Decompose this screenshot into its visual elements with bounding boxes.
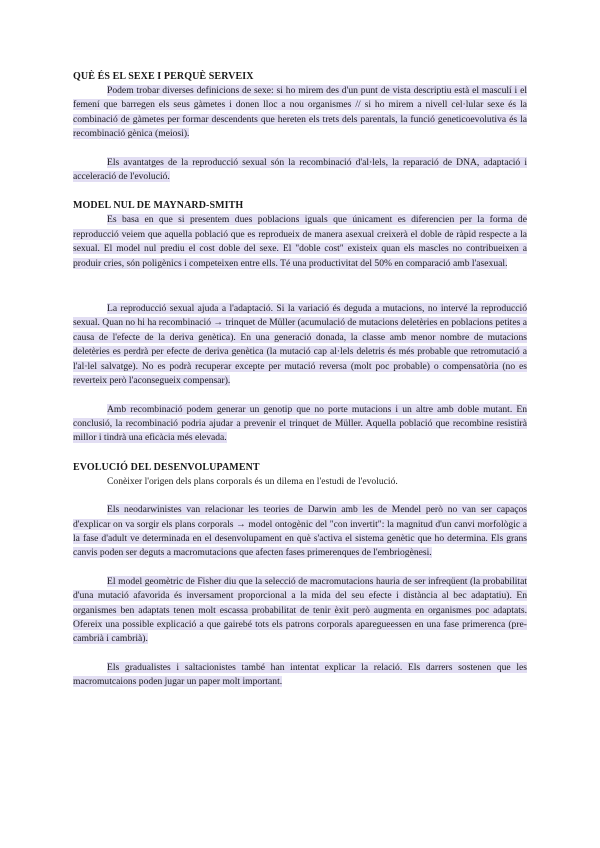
highlighted-text: Els gradualistes i saltacionistes també han intentat explicar la relació. Els darrers sostenen que les macromutcaions poden jugar un paper molt important. [73, 661, 527, 688]
paragraph-neodarwinists [73, 503, 527, 561]
section-heading-maynard-smith: MODEL NUL DE MAYNARD-SMITH [73, 200, 244, 212]
paragraph-sex-definitions [73, 84, 527, 142]
section-heading-sex: QUÈ ÉS EL SEXE I PERQUÈ SERVEIX [73, 71, 254, 82]
highlighted-text: El model geomètric de Fisher diu que la selecció de macromutacions hauria de ser infreqüent (la probabilitat d'una mutació afavorida és inversament proporcional a la mida del seu efecte i distància al bec adaptatiu). En organismes ben adaptats tenen molt escassa probabilitat de tenir èxit però augmenta en organismes poc adaptats. Ofereix una possible explicació a que gairebé tots els patrons corporals aparegueessen en una fase primerenca (pre-cambrià i cambrià). [73, 575, 527, 645]
paragraph-recombination [73, 403, 527, 446]
paragraph-gradualists [73, 661, 527, 690]
highlighted-text: La reproducció sexual ajuda a l'adaptació. Si la variació és deguda a mutacions, no intervé la reproducció sexual. Quan no hi ha recombinació → trinquet de Müller (acumulació de mutacions deletèries en poblacions petites a causa de l'efecte de la deriva genètica). En una generació donada, la classe amb menor nombre de mutacions deletèries es perdrà per efecte de deriva genètica (la mutació cap al·lels deletris és més probable que retromutació a l'al·lel salvatge). No es podrà recuperar excepte per mutació reversa (molt poc probable) o compensatòria (no es reverteix però l'aconsegueix compensar). [73, 303, 527, 387]
paragraph-body-plans: Conèixer l'origen dels plans corporals és un dilema en l'estudi de l'evolució. [107, 475, 398, 487]
paragraph-sex-advantages [73, 156, 527, 185]
section-heading-development: EVOLUCIÓ DEL DESENVOLUPAMENT [73, 461, 260, 473]
highlighted-text: Amb recombinació podem generar un genotip que no porte mutacions i un altre amb doble mutant. En conclusió, la recombinació podria ajudar a prevenir el trinquet de Müller. Aquella població que recombine resistirà millor i tindrà una eficàcia més elevada. [73, 403, 527, 444]
document-body [73, 70, 527, 690]
highlighted-text: Els neodarwinistes van relacionar les teories de Darwin amb les de Mendel però no van ser capaços d'explicar on va sorgir els plans corporals → model ontogènic del "con invertit": la magnitud d'un canvi morfològic a la fase d'adult ve determinada en el desenvolupament en què s'activa el sistema genètic que ho determina. Els grans canvis poden ser deguts a macromutacions que afecten fases primerenques de l'embriogènesi. [73, 504, 527, 559]
paragraph-null-model [73, 213, 527, 271]
highlighted-text: Es basa en que si presentem dues poblacions iguals que únicament es diferencien per la forma de reproducció veiem que aquella població que es reprodueix de manera asexual creixerà el doble de ràpid respecte a la sexual. El model nul prediu el cost doble del sexe. El "doble cost" existeix quan els mascles no contribueixen a produir cries, són poligènics i competeixen entre ells. Té una productivitat del 50% en comparació amb l'asexual. [73, 214, 527, 269]
highlighted-text: Podem trobar diverses definicions de sexe: si ho mirem des d'un punt de vista descriptiu està el masculí i el femení que barregen els seus gàmetes i donen lloc a nou organismes // si ho mirem a nivell cel·lular sexe és la combinació de gàmetes per formar descendents que hereten els trets dels parentals, la funció geneticoevolutiva és la recombinació gènica (meiosi). [73, 85, 527, 140]
paragraph-muller-ratchet [73, 302, 527, 388]
highlighted-text: Els avantatges de la reproducció sexual són la recombinació d'al·lels, la reparació de DNA, adaptació i acceleració de l'evolució. [73, 156, 527, 183]
paragraph-fisher-model [73, 575, 527, 647]
